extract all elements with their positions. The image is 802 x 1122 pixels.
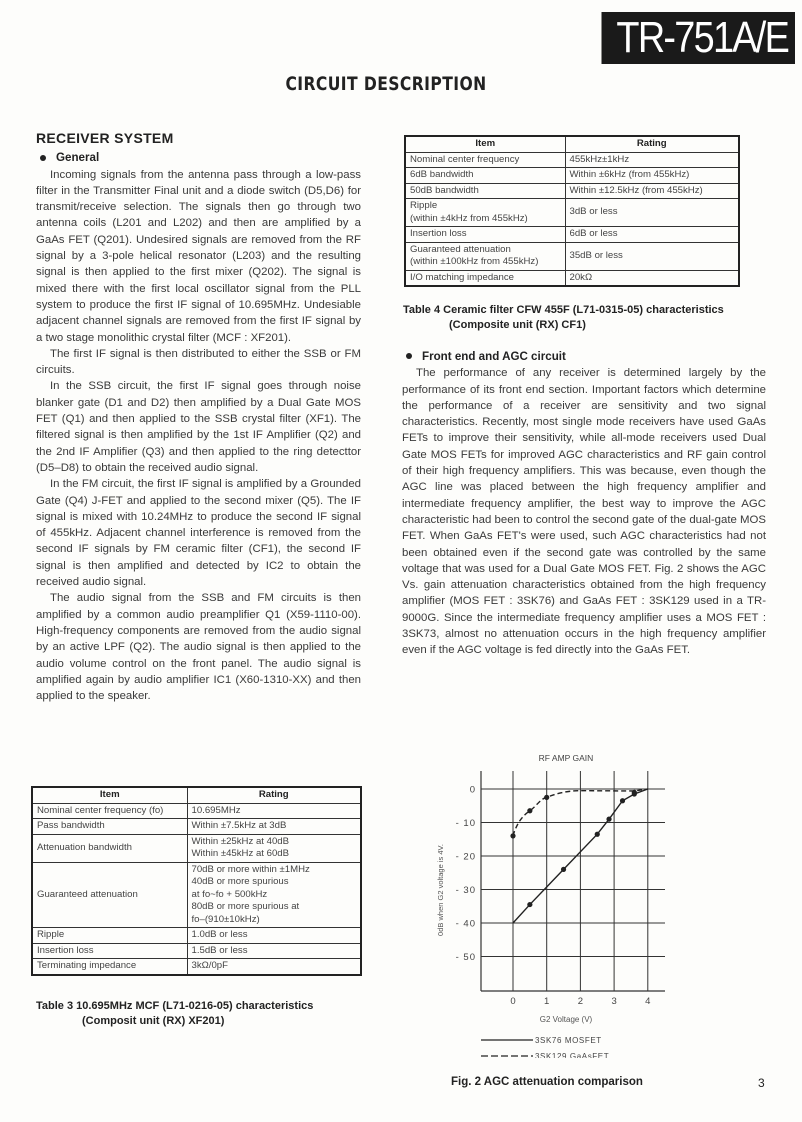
- data-point-marker: [561, 867, 566, 872]
- x-tick-label: 4: [645, 996, 651, 1007]
- legend-label-mosfet: 3SK76 MOSFET: [535, 1036, 602, 1045]
- caption-line-1: Table 4 Ceramic filter CFW 455F (L71-0315-05) characteristics: [403, 304, 724, 316]
- y-tick-label: - 10: [455, 818, 476, 829]
- table-header-item: Item: [405, 136, 565, 152]
- table-header-item: Item: [32, 787, 187, 803]
- table-row: [32, 803, 361, 819]
- cell-rating: 35dB or less: [565, 242, 739, 270]
- table-4-ceramic-filter: [404, 135, 740, 287]
- model-badge: TR-751A/E: [602, 12, 796, 64]
- table-header-rating: Rating: [565, 136, 739, 152]
- data-point-marker: [544, 795, 549, 800]
- chart-title: RF AMP GAIN: [538, 753, 594, 763]
- cell-item: Pass bandwidth: [32, 819, 187, 835]
- paragraph: Incoming signals from the antenna pass through a low-pass filter in the Transmitter Final unit and a diode switch (D5,D6) for transmit/receive selection. The signals then go through two antenna coils (L201 and L202) and then are amplified by a GaAs FET (Q201). Undesired signals are removed from the RF signal by a 3-pole helical resonator (L203) and the resulting signal is then applied to the first mixer (Q202). The signal is mixed there with the first local oscillator signal from the PLL system to produce the first IF signal of 10.695MHz. Undesiable adjacent channel signals are removed from the first IF signal by a two stage monolithic crystal filter (MCF : XF201).: [36, 168, 361, 344]
- cell-item: Terminating impedance: [32, 959, 187, 975]
- figure-caption: Fig. 2 AGC attenuation comparison: [451, 1076, 643, 1088]
- cell-rating: 3dB or less: [565, 199, 739, 227]
- cell-rating: 70dB or more within ±1MHz 40dB or more spurious at fo~fo + 500kHz 80dB or more spurious at fo–(910±10kHz): [187, 862, 361, 928]
- y-axis-label: 0dB when G2 voltage is 4V.: [436, 844, 445, 936]
- cell-item: 50dB bandwidth: [405, 183, 565, 199]
- bullet-icon: [40, 155, 46, 161]
- x-tick-label: 1: [544, 996, 550, 1007]
- x-axis-label: G2 Voltage (V): [539, 1015, 593, 1024]
- cell-rating: 10.695MHz: [187, 803, 361, 819]
- data-point-marker: [632, 790, 637, 795]
- left-column: [36, 130, 361, 704]
- y-tick-label: - 40: [455, 918, 476, 930]
- cell-rating: Within ±12.5kHz (from 455kHz): [565, 183, 739, 199]
- table-row: [32, 959, 361, 975]
- table-row: [405, 168, 739, 184]
- cell-item: Ripple: [32, 928, 187, 944]
- cell-item: Insertion loss: [32, 943, 187, 959]
- table-header-rating: Rating: [187, 787, 361, 803]
- data-point-marker: [595, 832, 600, 837]
- cell-item: Guaranteed attenuation (within ±100kHz from 455kHz): [405, 242, 565, 270]
- caption-line-2: (Composite unit (RX) CF1): [449, 319, 586, 331]
- data-point-marker: [527, 808, 532, 813]
- legend-label-gaasfet: 3SK129 GaAsFET: [535, 1052, 610, 1058]
- cell-rating: 455kHz±1kHz: [565, 152, 739, 168]
- data-point-marker: [620, 798, 625, 803]
- x-tick-label: 0: [510, 996, 516, 1007]
- paragraph: The audio signal from the SSB and FM circuits is then amplified by a common audio preamplifier Q1 (X59-1110-00). High-frequency components are removed from the audio signal by an active LPF (Q2). The audio signal is then applied to the audio volume control on the front panel. The audio signal is amplified again by audio amplifier IC1 (X60-1310-XX) and then applied to the speaker.: [36, 592, 361, 703]
- data-point-marker: [510, 833, 515, 838]
- cell-item: Nominal center frequency (fo): [32, 803, 187, 819]
- cell-item: Guaranteed attenuation: [32, 862, 187, 928]
- cell-rating: 20kΩ: [565, 270, 739, 286]
- caption-line-2: (Composit unit (RX) XF201): [82, 1015, 225, 1027]
- page-title: CIRCUIT DESCRIPTION: [285, 73, 487, 95]
- table-3-mcf: [31, 786, 362, 976]
- table-row: [405, 227, 739, 243]
- x-tick-label: 3: [611, 996, 617, 1007]
- x-tick-label: 2: [577, 996, 584, 1007]
- cell-item: Attenuation bandwidth: [32, 834, 187, 862]
- paragraph: In the FM circuit, the first IF signal is amplified by a Grounded Gate (Q4) J-FET and applied to the second mixer (Q5). The IF signal is mixed with 10.24MHz to produce the second IF signal of 455kHz. Adjacent channel interference is removed from the second IF signals by FM ceramic filter (CF1), the second IF signal is then amplified and detected by IC2 to obtain the received audio signal.: [36, 478, 361, 589]
- right-column: [402, 349, 766, 659]
- y-tick-label: - 30: [455, 885, 476, 896]
- cell-item: I/O matching impedance: [405, 270, 565, 286]
- table-row: [32, 834, 361, 862]
- cell-rating: Within ±25kHz at 40dB Within ±45kHz at 60dB: [187, 834, 361, 862]
- table-3-caption: [36, 999, 313, 1029]
- agc-attenuation-chart: [430, 748, 730, 1058]
- caption-line-1: Table 3 10.695MHz MCF (L71-0216-05) characteristics: [36, 1000, 314, 1012]
- cell-item: Insertion loss: [405, 227, 565, 243]
- paragraph: In the SSB circuit, the first IF signal goes through noise blanker gate (D1 and D2) then amplified by a Dual Gate MOS FET (Q1) and then applied to the SSB crystal filter (XF1). The filtered signal is then amplified by the 1st IF Amplifier (Q2) and the 2nd IF Amplifier (Q3) and then applied to the ring detecttor (D5–D8) to obtain the received audio signal.: [36, 380, 361, 474]
- table-row: [32, 943, 361, 959]
- table-row: [405, 242, 739, 270]
- table-row: [32, 928, 361, 944]
- cell-item: Nominal center frequency: [405, 152, 565, 168]
- data-point-marker: [527, 902, 532, 907]
- table-row: [32, 862, 361, 928]
- cell-rating: 3kΩ/0pF: [187, 959, 361, 975]
- cell-rating: 1.5dB or less: [187, 943, 361, 959]
- table-row: [32, 819, 361, 835]
- paragraph: The performance of any receiver is determined largely by the performance of its front end section. Important factors which determine the performance of a receiver are sensitivity and two signal characteristics. Recently, most single mode receivers have used GaAs FETs to improve their sensitivity, while all-mode receivers used Dual Gate MOS FETs for improved AGC characteristics and RF gain control of their high frequency amplifiers. This was because, even though the AGC line was placed between the high frequency amplifier and intermediate frequency amplifier, the best way to improve the AGC characteristic had been to control the second gate of the dual-gate MOS FET. When GaAs FET's were used, such AGC characteristics had not been obtained even if the second gate was controlled by the same voltage that was used for a Dual Gate MOS FET. Fig. 2 shows the AGC Vs. gain attenuation characteristics obtained from the high frequency amplifier (MOS FET : 3SK76) and GaAs FET : 3SK129 used in a TR-9000G. Since the intermediate frequency amplifier uses a MOS FET : 3SK73, almost no attenuation occurs in the high frequency amplifier even if the AGC voltage is fed directly into the GaAs FET.: [402, 367, 766, 657]
- table-row: [405, 183, 739, 199]
- table-row: [405, 199, 739, 227]
- subheading-front-end-label: Front end and AGC circuit: [422, 350, 566, 363]
- cell-item: Ripple (within ±4kHz from 455kHz): [405, 199, 565, 227]
- table-row: [405, 152, 739, 168]
- cell-rating: 6dB or less: [565, 227, 739, 243]
- y-tick-label: - 20: [455, 851, 476, 863]
- table-4-caption: [403, 303, 724, 333]
- cell-rating: Within ±7.5kHz at 3dB: [187, 819, 361, 835]
- data-point-marker: [606, 817, 611, 822]
- subheading-front-end: [402, 349, 766, 365]
- table-row: [405, 270, 739, 286]
- cell-rating: Within ±6kHz (from 455kHz): [565, 168, 739, 184]
- section-heading-receiver-system: RECEIVER SYSTEM: [36, 130, 174, 146]
- cell-rating: 1.0dB or less: [187, 928, 361, 944]
- y-tick-label: 0: [469, 784, 476, 796]
- bullet-icon: [406, 353, 412, 359]
- paragraph: The first IF signal is then distributed to either the SSB or FM circuits.: [36, 347, 361, 377]
- subheading-general-label: General: [56, 151, 100, 165]
- cell-item: 6dB bandwidth: [405, 168, 565, 184]
- y-tick-label: - 50: [455, 952, 476, 963]
- page-number: 3: [758, 1076, 765, 1090]
- subheading-general: [36, 150, 361, 166]
